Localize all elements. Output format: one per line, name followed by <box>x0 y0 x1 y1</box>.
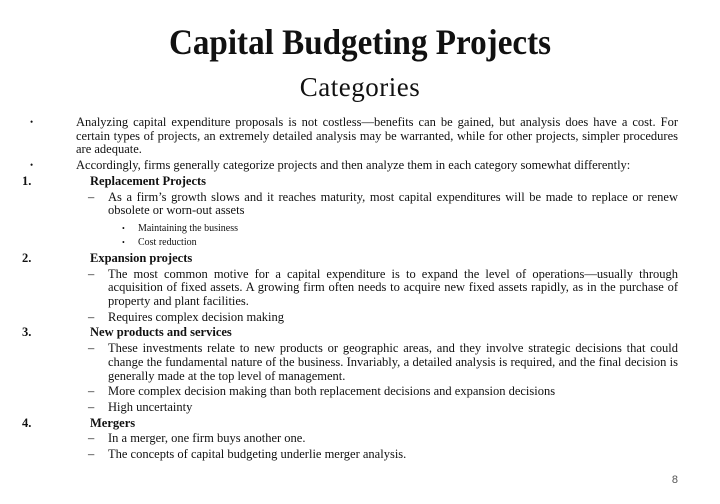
intro-text: Accordingly, firms generally categorize projects and then analyze them in each category somewhat differently: <box>76 158 631 173</box>
dash-icon: – <box>88 189 95 204</box>
point-text: These investments relate to new products or geographic areas, and they involve strategic decisions that could change the fundamental nature of the business. Invariably, a detailed analysis is required, and the final decision is generally made at the top level of management. <box>108 341 678 383</box>
point-text: More complex decision making than both replacement decisions and expansion decisions <box>108 384 556 399</box>
category-title: Expansion projects <box>90 250 193 265</box>
dash-icon: – <box>88 399 95 414</box>
intro-bullet <box>20 116 678 157</box>
bullet-icon: • <box>122 223 125 233</box>
slide-title: Capital Budgeting Projects <box>168 22 552 62</box>
point-text: The most common motive for a capital expenditure is to expand the level of operations—usually through acquisition of fixed assets. A growing firm often needs to acquire new fixed assets rapidly, as in the purchase of property and plant facilities. <box>108 266 678 309</box>
category-title: New products and services <box>90 325 232 340</box>
bullet-icon: • <box>30 117 34 127</box>
sub-point-text: Cost reduction <box>138 236 197 248</box>
dash-icon: – <box>88 384 95 399</box>
category-point <box>20 342 678 383</box>
sub-point-text: Maintaining the business <box>138 222 238 234</box>
dash-icon: – <box>88 341 95 356</box>
dash-icon: – <box>88 266 95 281</box>
category-point <box>20 448 678 462</box>
slide-body <box>20 116 678 462</box>
category-point <box>20 432 678 446</box>
intro-text: Analyzing capital expenditure proposals is not costless—benefits can be gained, but analysis does have a cost. For certain types of projects, an extremely detailed analysis may be warranted, while for other projects, simpler procedures are adequate. <box>76 115 678 157</box>
category-number: 4. <box>22 415 32 430</box>
point-text: Requires complex decision making <box>108 309 285 324</box>
bullet-icon: • <box>30 160 34 171</box>
dash-icon: – <box>88 447 95 462</box>
point-text: High uncertainty <box>108 399 193 414</box>
category-heading <box>20 252 678 266</box>
category-number: 3. <box>22 325 32 340</box>
sub-point <box>20 222 678 236</box>
dash-icon: – <box>88 431 95 446</box>
category-heading <box>20 417 678 431</box>
slide-subtitle: Categories <box>299 72 421 102</box>
category-point <box>20 191 678 218</box>
point-text: In a merger, one firm buys another one. <box>108 431 306 446</box>
category-number: 2. <box>22 250 32 265</box>
category-point <box>20 401 678 415</box>
category-number: 1. <box>22 173 32 188</box>
category-title: Mergers <box>90 415 136 430</box>
category-heading <box>20 326 678 340</box>
category-heading <box>20 175 678 189</box>
category-title: Replacement Projects <box>90 173 207 188</box>
dash-icon: – <box>88 309 95 324</box>
category-point <box>20 311 678 325</box>
bullet-icon: • <box>122 237 125 247</box>
intro-bullet <box>20 159 678 173</box>
category-point <box>20 268 678 309</box>
point-text: As a firm’s growth slows and it reaches maturity, most capital expenditures will be made to replace or renew obsolete or worn-out assets <box>108 189 678 218</box>
page-number: 8 <box>671 474 678 486</box>
category-point <box>20 385 678 399</box>
point-text: The concepts of capital budgeting underlie merger analysis. <box>108 447 407 462</box>
sub-point <box>20 236 678 250</box>
